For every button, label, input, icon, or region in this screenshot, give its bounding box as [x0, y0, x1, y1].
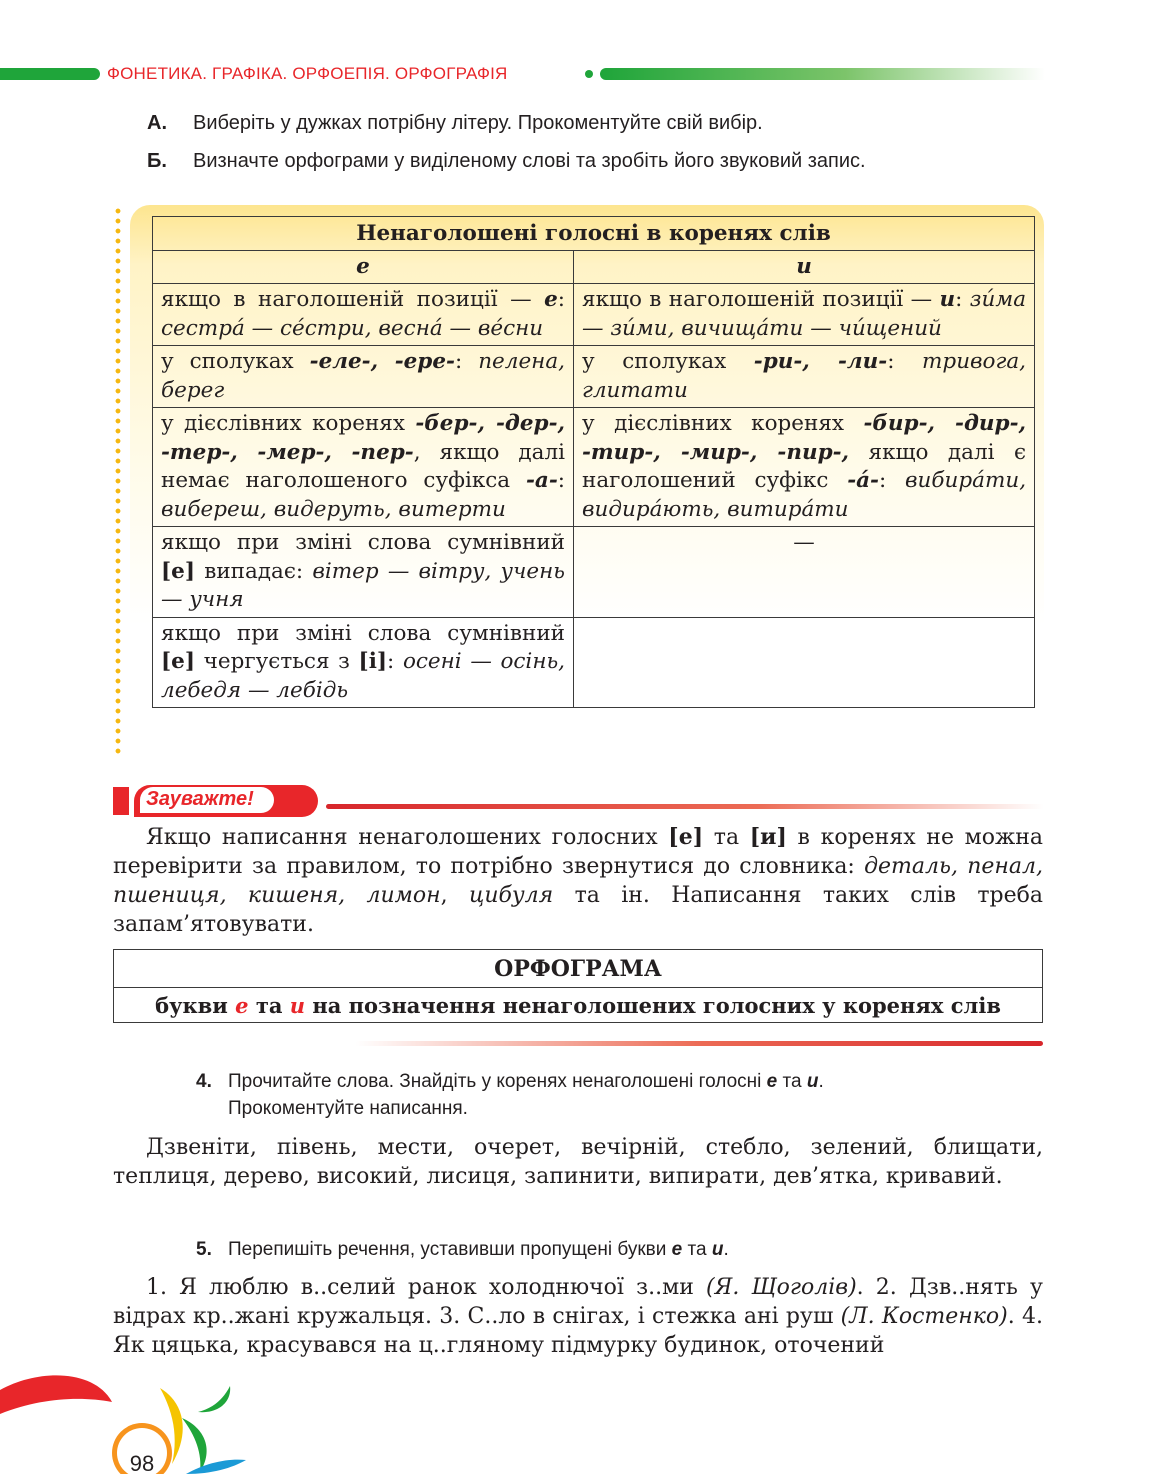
- section-title: ФОНЕТИКА. ГРАФІКА. ОРФОЕПІЯ. ОРФОГРАФІЯ: [107, 64, 508, 83]
- exercise-5-sentences: 1. Я люблю в..селий ранок холоднючої з..ми (Я. Щоголів). 2. Дзв..нять у відрах кр..жані кружальця. 3. С..ло в снігах, і стежка ані руш (Л. Костенко). 4. Як цяцька, красувався на ц..гляному підмурку будинок, оточений: [113, 1275, 1043, 1358]
- rule-e-verb-roots: у дієслівних коренях -бер-, -дер-, -тер-, -мер-, -пер-, якщо далі немає наголошеного суфікса -а-: вибереш, видеруть, витерти: [153, 408, 574, 527]
- rule-i-stressed: якщо в наголошеній позиції — и: зи́ма — зи́ми, вичищáти — чи́щений: [574, 284, 1035, 346]
- rule-e-stressed: якщо в наголошеній позиції — е: сестрá — сéстри, веснá — вéсни: [153, 284, 574, 346]
- orthogram-box: [113, 949, 1043, 1023]
- rule-e-drops: якщо при зміні слова сумнівний [е] випадає: вітер — вітру, учень — учня: [153, 527, 574, 618]
- table-row: [153, 408, 1035, 527]
- rule-i-empty: [574, 617, 1035, 708]
- header-dot: [585, 70, 593, 78]
- note-divider: [326, 804, 1044, 809]
- table-row: [153, 527, 1035, 618]
- rule-e-combinations: у сполуках -еле-, -ере-: пелена, берег: [153, 346, 574, 408]
- task-a-letter: А.: [147, 112, 167, 134]
- exercise-5-number: 5.: [196, 1239, 212, 1260]
- note-tab: [113, 787, 129, 815]
- task-a-text: Виберіть у дужках потрібну літеру. Прокоментуйте свій вибір.: [193, 112, 763, 134]
- table-row: [153, 346, 1035, 408]
- exercise-4-number: 4.: [196, 1071, 212, 1092]
- rule-e-alternates: якщо при зміні слова сумнівний [е] чергується з [і]: осені — осінь, лебедя — лебідь: [153, 617, 574, 708]
- orthogram-text: букви е та и на позначення ненаголошених голосних у коренях слів: [114, 988, 1043, 1023]
- table-row: [153, 284, 1035, 346]
- note-label: Зауважте!: [146, 788, 254, 810]
- exercise-4-task: 4. Прочитайте слова. Знайдіть у коренях ненаголошені голосні е та и. Прокоментуйте написання.: [196, 1068, 824, 1122]
- column-header-i: и: [574, 250, 1035, 284]
- rules-table-title: Ненаголошені голосні в коренях слів: [153, 217, 1035, 251]
- rules-table: [152, 216, 1035, 708]
- orthogram-divider: [355, 1041, 1043, 1046]
- column-header-e: е: [153, 250, 574, 284]
- header-bar-left: [0, 68, 100, 80]
- rule-i-combinations: у сполуках -ри-, -ли-: тривога, глитати: [574, 346, 1035, 408]
- task-b-letter: Б.: [147, 150, 167, 172]
- orthogram-title: ОРФОГРАМА: [114, 950, 1043, 988]
- rules-header-row: [153, 250, 1035, 284]
- note-paragraph: Якщо написання ненаголошених голосних [е] та [и] в коренях не можна перевірити за правилом, то потрібно звернутися до словника: деталь, пенал, пшениця, кишеня, лимон, цибуля та ін. Написання таких слів треба запам’ятовувати.: [113, 824, 1043, 937]
- rules-title-row: [153, 217, 1035, 251]
- rule-i-none: —: [574, 527, 1035, 618]
- task-b-text: Визначте орфограми у виділеному слові та зробіть його звуковий запис.: [193, 150, 866, 172]
- header-bar-right: [600, 68, 1045, 80]
- exercise-5-task: 5. Перепишіть речення, уставивши пропущені букви е та и.: [196, 1236, 729, 1263]
- exercise-4-words: Дзвеніти, півень, мести, очерет, вечірній, стебло, зелений, блищати, теплиця, дерево, високий, лисиця, запинити, випирати, дев’ятка, кривавий.: [113, 1135, 1043, 1189]
- rule-i-verb-roots: у дієслівних коренях -бир-, -дир-, -тир-, -мир-, -пир-, якщо далі є наголошений суфікс -á-: вибирáти, видирáють, витирáти: [574, 408, 1035, 527]
- task-b: [147, 150, 866, 173]
- page-number: 98: [129, 1451, 155, 1476]
- task-a: [147, 112, 763, 135]
- table-row: [153, 617, 1035, 708]
- dotted-margin-line: [114, 206, 122, 754]
